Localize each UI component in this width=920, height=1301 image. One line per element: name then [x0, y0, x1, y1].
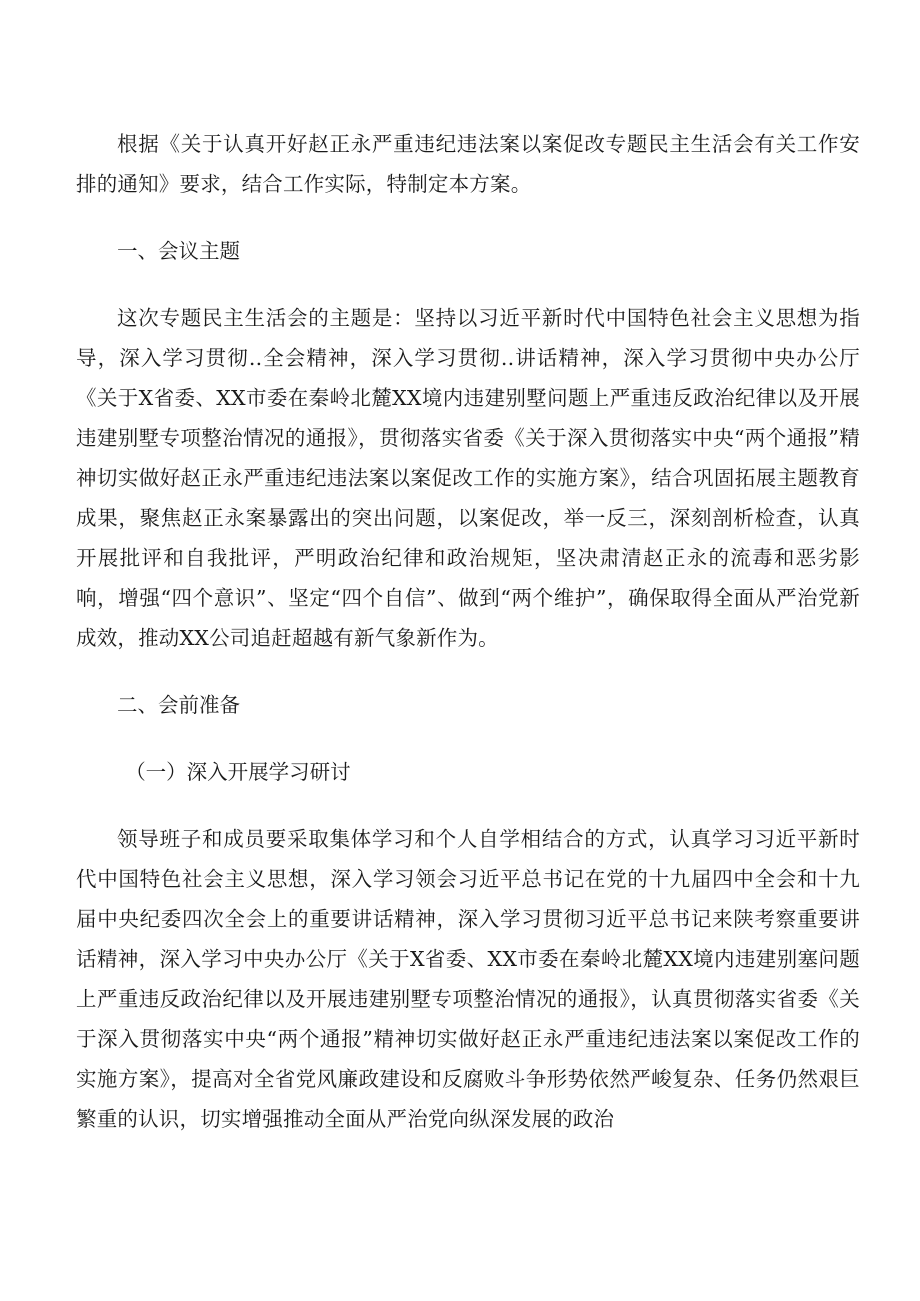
subsection-heading-study: （一）深入开展学习研讨	[125, 760, 351, 784]
section-heading-meeting-theme: 一、会议主题	[117, 239, 240, 263]
study-paragraph: 领导班子和成员要采取集体学习和个人自学相结合的方式，认真学习习近平新时代中国特色社会主义思想，深入学习领会习近平总书记在党的十九届四中全会和十九届中央纪委四次全会上的重要讲话精神，深入学习贯彻习近平总书记来陕考察重要讲话精神，深入学习中央办公厅《关于X省委、XX市委在秦岭北麓XX境内违建别塞问题上严重违反政治纪律以及开展违建别墅专项整治情况的通报》，认真贯彻落实省委《关于深入贯彻落实中央“两个通报”精神切实做好赵正永严重违纪违法案以案促改工作的实施方案》，提高对全省党风廉政建设和反腐败斗争形势依然严峻复杂、任务仍然艰巨繁重的认识，切实增强推动全面从严治党向纵深发展的政治	[76, 827, 860, 1131]
section-heading-preparation: 二、会前准备	[117, 693, 240, 717]
document-body	[76, 124, 860, 1166]
meeting-theme-paragraph: 这次专题民主生活会的主题是：坚持以习近平新时代中国特色社会主义思想为指导，深入学习贯彻..全会精神，深入学习贯彻..讲话精神，深入学习贯彻中央办公厅《关于X省委、XX市委在秦岭北麓XX境内违建别墅问题上严重违反政治纪律以及开展违建别墅专项整治情况的通报》，贯彻落实省委《关于深入贯彻落实中央“两个通报”精神切实做好赵正永严重违纪违法案以案促改工作的实施方案》，结合巩固拓展主题教育成果，聚焦赵正永案暴露出的突出问题，以案促改，举一反三，深刻剖析检查，认真开展批评和自我批评，严明政治纪律和政治规矩，坚决肃清赵正永的流毒和恶劣影响，增强“四个意识”、坚定“四个自信”、做到“两个维护”，确保取得全面从严治党新成效，推动XX公司追赶超越有新气象新作为。	[76, 306, 860, 650]
intro-paragraph: 根据《关于认真开好赵正永严重违纪违法案以案促改专题民主生活会有关工作安排的通知》要求，结合工作实际，特制定本方案。	[76, 132, 860, 196]
